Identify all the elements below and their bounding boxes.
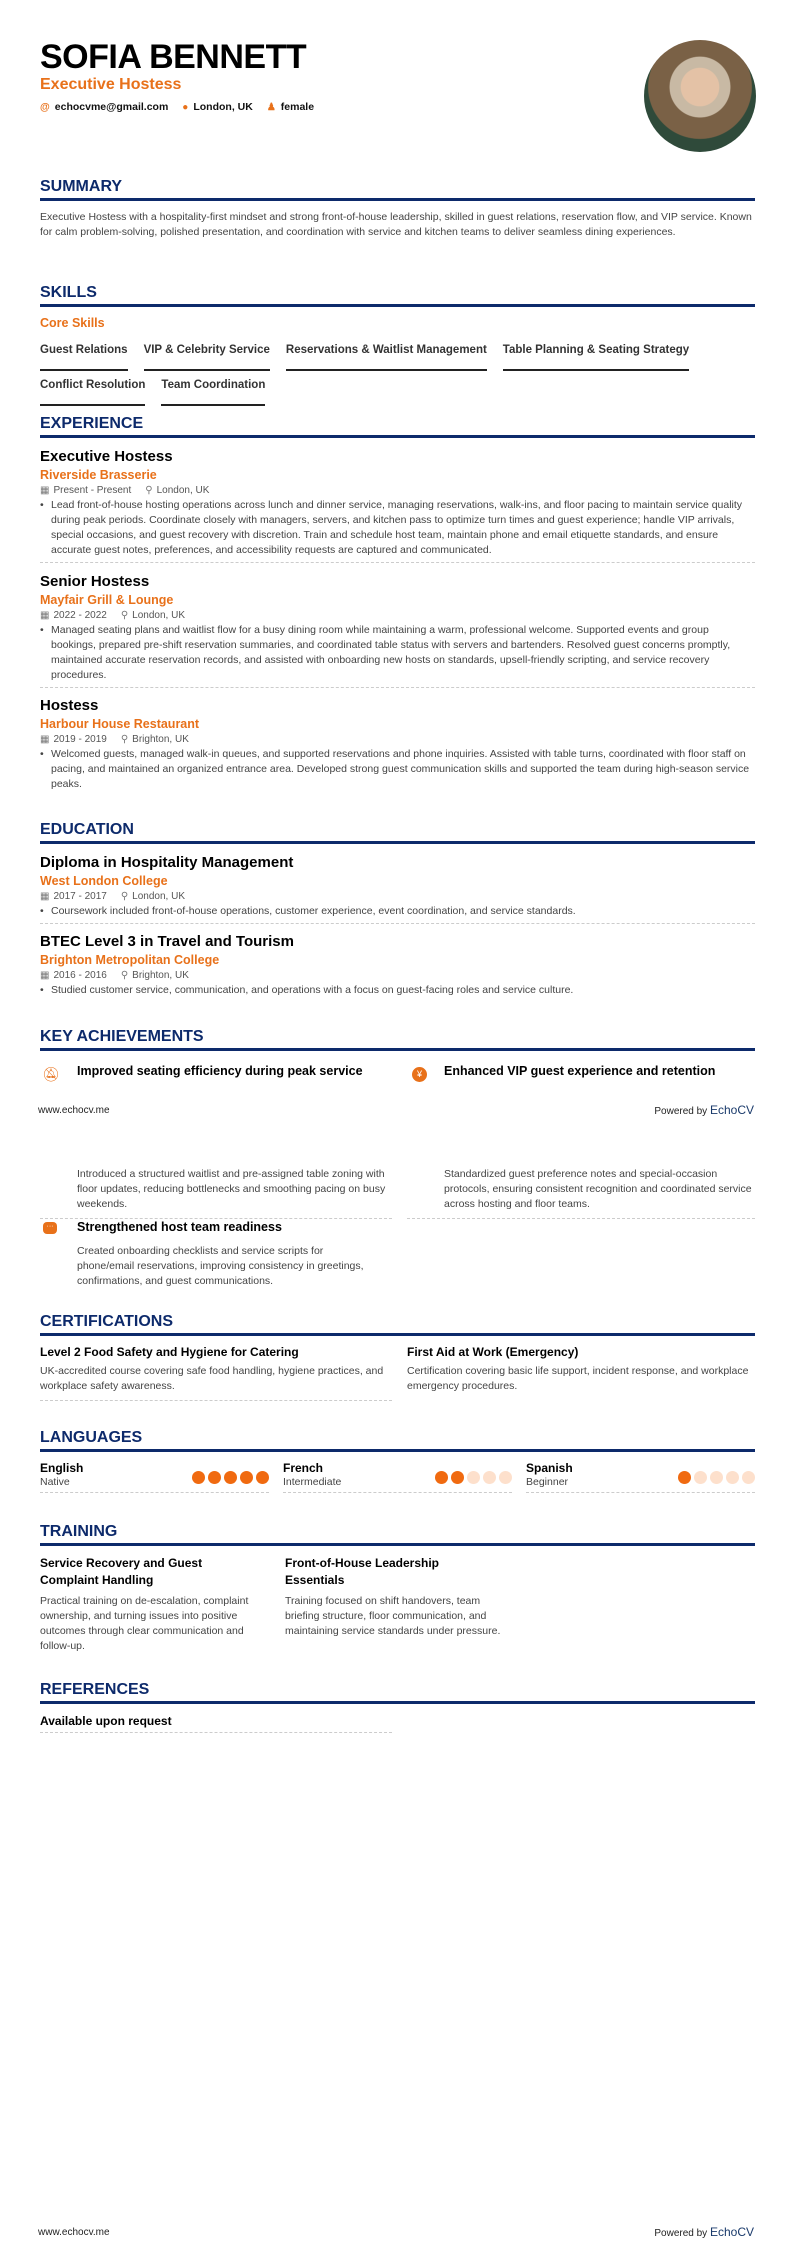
footer-powered: Powered by EchoCV [654, 2225, 754, 2239]
language-name: English [40, 1461, 84, 1475]
certification-title: First Aid at Work (Emergency) [407, 1345, 579, 1359]
skill-tag: VIP & Celebrity Service [144, 337, 270, 371]
calendar-icon: ▦ [40, 970, 50, 981]
entry-title: Diploma in Hospitality Management [40, 854, 294, 871]
language-level: Native [40, 1476, 70, 1488]
entry-title: BTEC Level 3 in Travel and Tourism [40, 933, 294, 950]
rating-dot [256, 1471, 269, 1484]
skills-group-title: Core Skills [40, 316, 105, 330]
chat-bubble-icon: ··· [43, 1222, 57, 1234]
entry-item [40, 854, 755, 924]
calendar-icon: ▦ [40, 485, 50, 496]
skill-tag: Guest Relations [40, 337, 128, 371]
summary-text: Executive Hostess with a hospitality-first mindset and strong front-of-house leadership, skilled in guest relations, reservation flow, and VIP service. Known for calm problem-solving, polished presentation, and coordination with service and kitchen teams to deliver seamless dining experiences. [40, 211, 752, 238]
footer-site-link[interactable]: www.echocv.me [38, 1105, 110, 1116]
language-name: Spanish [526, 1461, 573, 1475]
rating-dot [208, 1471, 221, 1484]
rating-dot [499, 1471, 512, 1484]
entry-item [40, 933, 755, 1002]
certification-item [407, 1345, 755, 1394]
entry-bullet: • Welcomed guests, managed walk-in queues, and supported reservations and phone inquiries. Assisted with table turns, coordinated with floor staff on pacing, and maintained an organized entrance area. Developed strong guest communication skills and supported the team during high-season service peaks. [40, 747, 755, 792]
certification-text: UK-accredited course covering safe food handling, hygiene practices, and workplace safety awareness. [40, 1365, 384, 1392]
skill-tag: Conflict Resolution [40, 372, 145, 406]
language-item [40, 1461, 269, 1493]
calendar-icon: ▦ [40, 610, 50, 621]
footer-site-link[interactable]: www.echocv.me [38, 2227, 110, 2238]
entry-organization: Brighton Metropolitan College [40, 953, 220, 967]
language-rating [435, 1471, 512, 1484]
achievement-text: Introduced a structured waitlist and pre-assigned table zoning with floor updates, reducing bottlenecks and smoothing pacing on busy weekends. [40, 1167, 392, 1219]
person-icon: ♟ [266, 102, 276, 113]
section-heading-achievements: KEY ACHIEVEMENTS [40, 1028, 755, 1051]
location-pin-icon: ⚲ [120, 970, 129, 981]
location-pin-icon: ⚲ [120, 891, 129, 902]
footer-brand[interactable]: EchoCV [709, 1103, 754, 1117]
location-pin-icon: ● [182, 102, 189, 113]
section-heading-experience: EXPERIENCE [40, 415, 755, 438]
certification-text: Certification covering basic life support, incident response, and workplace emergency procedures. [407, 1365, 749, 1392]
calendar-icon: ▦ [40, 734, 50, 745]
rating-dot [678, 1471, 691, 1484]
achievement-title: Improved seating efficiency during peak service [77, 1064, 363, 1078]
location-pin-icon: ⚲ [120, 734, 129, 745]
entry-organization: Mayfair Grill & Lounge [40, 593, 174, 607]
skill-tag: Reservations & Waitlist Management [286, 337, 487, 371]
language-level: Intermediate [283, 1476, 342, 1488]
section-heading-references: REFERENCES [40, 1681, 755, 1704]
training-title: Front-of-House Leadership Essentials [285, 1556, 440, 1587]
contact-location: ● London, UK [182, 101, 253, 113]
section-heading-certifications: CERTIFICATIONS [40, 1313, 755, 1336]
candidate-title: Executive Hostess [40, 76, 182, 93]
rating-dot [742, 1471, 755, 1484]
skills-list [40, 336, 760, 406]
footer-brand[interactable]: EchoCV [709, 2225, 754, 2239]
entry-organization: Riverside Brasserie [40, 468, 157, 482]
training-text: Practical training on de-escalation, complaint ownership, and turning issues into positive outcomes through clear communication and follow-up. [40, 1595, 249, 1652]
entry-bullet: • Studied customer service, communication, and operations with a focus on guest-facing roles and service culture. [40, 983, 755, 998]
training-item [40, 1555, 260, 1654]
yen-coin-icon: ¥ [412, 1067, 427, 1082]
rating-dot [467, 1471, 480, 1484]
rating-dot [192, 1471, 205, 1484]
entry-meta: ▦ Present - Present ⚲ London, UK [40, 485, 210, 496]
rating-dot [483, 1471, 496, 1484]
achievement-title: Enhanced VIP guest experience and retention [444, 1064, 716, 1078]
skill-tag: Team Coordination [161, 372, 265, 406]
section-heading-summary: SUMMARY [40, 178, 755, 201]
entry-title: Hostess [40, 697, 99, 714]
certification-title: Level 2 Food Safety and Hygiene for Catering [40, 1345, 299, 1359]
training-item [285, 1555, 515, 1639]
section-heading-education: EDUCATION [40, 821, 755, 844]
entry-item [40, 448, 755, 563]
language-item [526, 1461, 755, 1493]
language-item [283, 1461, 512, 1493]
entry-item [40, 697, 755, 796]
achievement-text: Standardized guest preference notes and special-occasion protocols, ensuring consistent recognition and coordinated service across hosting and floor teams. [407, 1167, 755, 1219]
entry-title: Senior Hostess [40, 573, 150, 590]
section-heading-training: TRAINING [40, 1523, 755, 1546]
training-text: Training focused on shift handovers, team briefing structure, floor communication, and maintaining service standards under pressure. [285, 1595, 501, 1637]
references-text: Available upon request [40, 1714, 392, 1733]
candidate-name: SOFIA BENNETT [40, 38, 307, 76]
location-pin-icon: ⚲ [145, 485, 153, 496]
entry-organization: Harbour House Restaurant [40, 717, 200, 731]
rating-dot [710, 1471, 723, 1484]
rating-dot [726, 1471, 739, 1484]
entry-meta: ▦ 2017 - 2017 ⚲ London, UK [40, 891, 185, 902]
rating-dot [451, 1471, 464, 1484]
rating-dot [435, 1471, 448, 1484]
contact-row [40, 101, 314, 113]
rating-dot [224, 1471, 237, 1484]
section-heading-languages: LANGUAGES [40, 1429, 755, 1452]
location-pin-icon: ⚲ [120, 610, 129, 621]
rating-dot [694, 1471, 707, 1484]
entry-meta: ▦ 2019 - 2019 ⚲ Brighton, UK [40, 734, 189, 745]
achievement-text: Created onboarding checklists and service scripts for phone/email reservations, improving consistency in greetings, confirmations, and guest communications. [77, 1245, 364, 1287]
profile-photo [644, 40, 756, 152]
skill-tag: Table Planning & Seating Strategy [503, 337, 689, 371]
rating-dot [240, 1471, 253, 1484]
entry-item [40, 573, 755, 688]
entry-bullet: • Coursework included front-of-house operations, customer experience, event coordination, and service standards. [40, 904, 755, 919]
footer-powered: Powered by EchoCV [654, 1103, 754, 1117]
language-rating [192, 1471, 269, 1484]
entry-meta: ▦ 2022 - 2022 ⚲ London, UK [40, 610, 185, 621]
contact-gender: ♟ female [266, 101, 315, 113]
language-rating [678, 1471, 755, 1484]
language-name: French [283, 1461, 324, 1475]
certification-item [40, 1345, 392, 1401]
entry-meta: ▦ 2016 - 2016 ⚲ Brighton, UK [40, 970, 189, 981]
entry-bullet: • Managed seating plans and waitlist flow for a busy dining room while maintaining a warm, professional welcome. Supported events and group bookings, prepared pre-shift reservation summaries, and coordinated table status with servers and bartenders. Resolved guest concerns promptly, maintained accurate reservation records, and assisted with onboarding new hosts on standards, upsell-friendly scripting, and service recovery procedures. [40, 623, 755, 683]
language-level: Beginner [526, 1476, 569, 1488]
calendar-icon: ▦ [40, 891, 50, 902]
achievement-title: Strengthened host team readiness [77, 1220, 282, 1234]
entry-organization: West London College [40, 874, 168, 888]
at-icon: @ [40, 102, 50, 113]
section-heading-skills: SKILLS [40, 284, 755, 307]
bell-slash-icon: 🔕︎ [42, 1066, 60, 1082]
training-title: Service Recovery and Guest Complaint Handling [40, 1556, 203, 1587]
entry-title: Executive Hostess [40, 448, 173, 465]
contact-email[interactable]: @ echocvme@gmail.com [40, 101, 169, 113]
entry-bullet: • Lead front-of-house hosting operations across lunch and dinner service, managing reservations, walk-ins, and floor pacing to maintain service quality during peak periods. Coordinate closely with managers, servers, and kitchen pass to optimize turn times and guest experience; handle VIP arrivals, special occasions, and guest recovery with discretion. Train and schedule host team, maintain phone and email etiquette standards, and ensure accurate guest notes, preferences, and accessibility requests are captured and communicated. [40, 498, 755, 558]
